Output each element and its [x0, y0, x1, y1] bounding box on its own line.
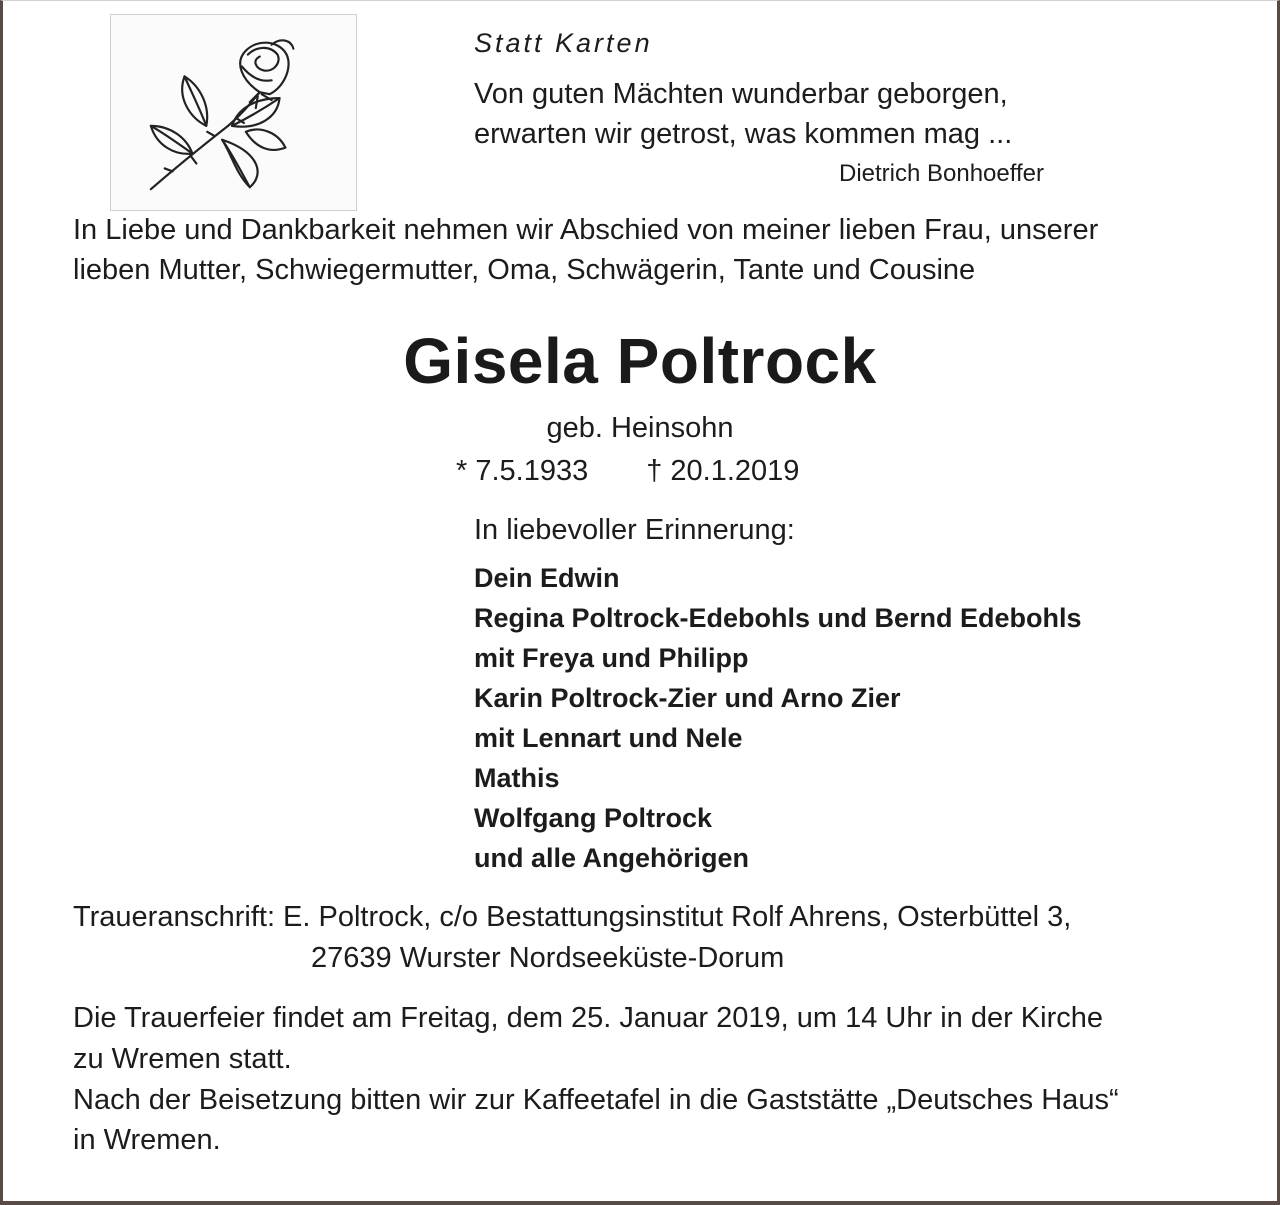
quote-author: Dietrich Bonhoeffer — [838, 160, 1044, 187]
mourner-line: und alle Angehörigen — [474, 843, 750, 873]
death-date: † 20.1.2019 — [646, 455, 800, 487]
mourner-line: mit Freya und Philipp — [474, 643, 749, 673]
quote-line: Von guten Mächten wunderbar geborgen, — [474, 78, 1008, 110]
statt-karten-label: Statt Karten — [474, 28, 653, 58]
mourner-line: Mathis — [474, 763, 560, 793]
mourner-line: Dein Edwin — [474, 563, 620, 593]
birth-date: * 7.5.1933 — [456, 455, 589, 487]
ceremony-line: Nach der Beisetzung bitten wir zur Kaffeetafel in die Gaststätte „Deutsches Haus“ — [73, 1084, 1119, 1116]
intro-line: lieben Mutter, Schwiegermutter, Oma, Schwägerin, Tante und Cousine — [73, 254, 976, 286]
rose-image — [110, 14, 357, 211]
quote-line: erwarten wir getrost, was kommen mag ... — [474, 118, 1013, 150]
life-dates — [456, 455, 799, 488]
address-line: Traueranschrift: E. Poltrock, c/o Bestattungsinstitut Rolf Ahrens, Osterbüttel 3, — [73, 901, 1072, 933]
ceremony-line: in Wremen. — [73, 1124, 221, 1156]
deceased-name: Gisela Poltrock — [403, 325, 877, 397]
address-line: 27639 Wurster Nordseeküste-Dorum — [311, 942, 785, 974]
intro-line: In Liebe und Dankbarkeit nehmen wir Abschied von meiner lieben Frau, unserer — [73, 214, 1099, 246]
ceremony-line: zu Wremen statt. — [73, 1043, 292, 1075]
ceremony-line: Die Trauerfeier findet am Freitag, dem 25. Januar 2019, um 14 Uhr in der Kirche — [73, 1002, 1104, 1034]
mourner-line: Wolfgang Poltrock — [474, 803, 713, 833]
rose-icon — [111, 15, 356, 210]
birth-name: geb. Heinsohn — [546, 412, 734, 444]
memory-label: In liebevoller Erinnerung: — [474, 514, 795, 546]
mourner-line: Karin Poltrock-Zier und Arno Zier — [474, 683, 901, 713]
mourner-line: Regina Poltrock-Edebohls und Bernd Edebohls — [474, 603, 1082, 633]
mourner-line: mit Lennart und Nele — [474, 723, 743, 753]
